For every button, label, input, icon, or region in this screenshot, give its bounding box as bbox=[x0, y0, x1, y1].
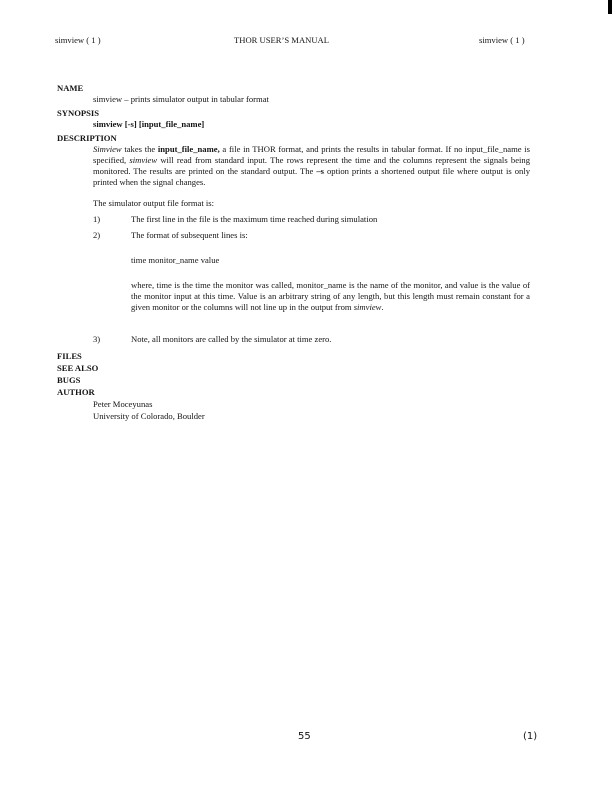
text-run: a file in THOR format, and prints the results in tabular format. If no input_file_name is specified, bbox=[93, 144, 530, 165]
command-name: Simview bbox=[93, 144, 122, 154]
format-line: time monitor_name value bbox=[131, 255, 220, 265]
name-heading: NAME bbox=[57, 83, 84, 93]
header-right: simview ( 1 ) bbox=[479, 35, 525, 45]
text-run: takes the bbox=[121, 144, 158, 154]
see-also-heading: SEE ALSO bbox=[57, 363, 99, 373]
synopsis-line bbox=[93, 119, 204, 130]
text-run: where, time is the time the monitor was called, monitor_name is the name of the monitor, and value is the value of the monitor input at this time. Value is an arbitrary string of any length, but this length must remain constant for a given monitor or the columns will not line up in the output from bbox=[131, 280, 530, 312]
text-run: will read from standard input. The rows represent the time and the columns represent the signals being monitored. The results are printed on the standard output. The bbox=[93, 155, 530, 176]
list-item-number: 1) bbox=[93, 214, 101, 224]
page-number: 55 bbox=[298, 731, 311, 742]
header-left: simview ( 1 ) bbox=[55, 35, 101, 45]
argument-name: input_file_name, bbox=[157, 144, 220, 154]
list-item-number: 2) bbox=[93, 230, 101, 240]
author-affiliation: University of Colorado, Boulder bbox=[93, 411, 205, 421]
synopsis-arguments: [-s] [input_file_name] bbox=[124, 119, 205, 129]
name-text: simview – prints simulator output in tabular format bbox=[93, 94, 269, 104]
list-item-number: 3) bbox=[93, 334, 101, 344]
scan-edge-mark bbox=[608, 0, 612, 14]
list-item-text: Note, all monitors are called by the simulator at time zero. bbox=[131, 334, 332, 344]
list-item-text: The format of subsequent lines is: bbox=[131, 230, 248, 240]
list-item-text: The first line in the file is the maximum time reached during simulation bbox=[131, 214, 378, 224]
author-heading: AUTHOR bbox=[57, 387, 95, 397]
format-intro: The simulator output file format is: bbox=[93, 198, 215, 208]
description-heading: DESCRIPTION bbox=[57, 133, 117, 143]
files-heading: FILES bbox=[57, 351, 82, 361]
author-name: Peter Moceyunas bbox=[93, 399, 153, 409]
command-name: simview bbox=[353, 302, 382, 312]
footer-right: (1) bbox=[523, 731, 538, 742]
header-title: THOR USER’S MANUAL bbox=[234, 35, 330, 45]
synopsis-heading: SYNOPSIS bbox=[57, 108, 100, 118]
bugs-heading: BUGS bbox=[57, 375, 81, 385]
description-paragraph bbox=[93, 144, 530, 188]
option-flag: –s bbox=[316, 166, 324, 176]
format-explanation bbox=[131, 280, 530, 313]
text-run: option prints a shortened output file where output is only printed when the signal changes. bbox=[93, 166, 530, 187]
synopsis-command: simview bbox=[93, 119, 123, 129]
command-name: simview bbox=[129, 155, 158, 165]
text-run: . bbox=[381, 302, 384, 312]
